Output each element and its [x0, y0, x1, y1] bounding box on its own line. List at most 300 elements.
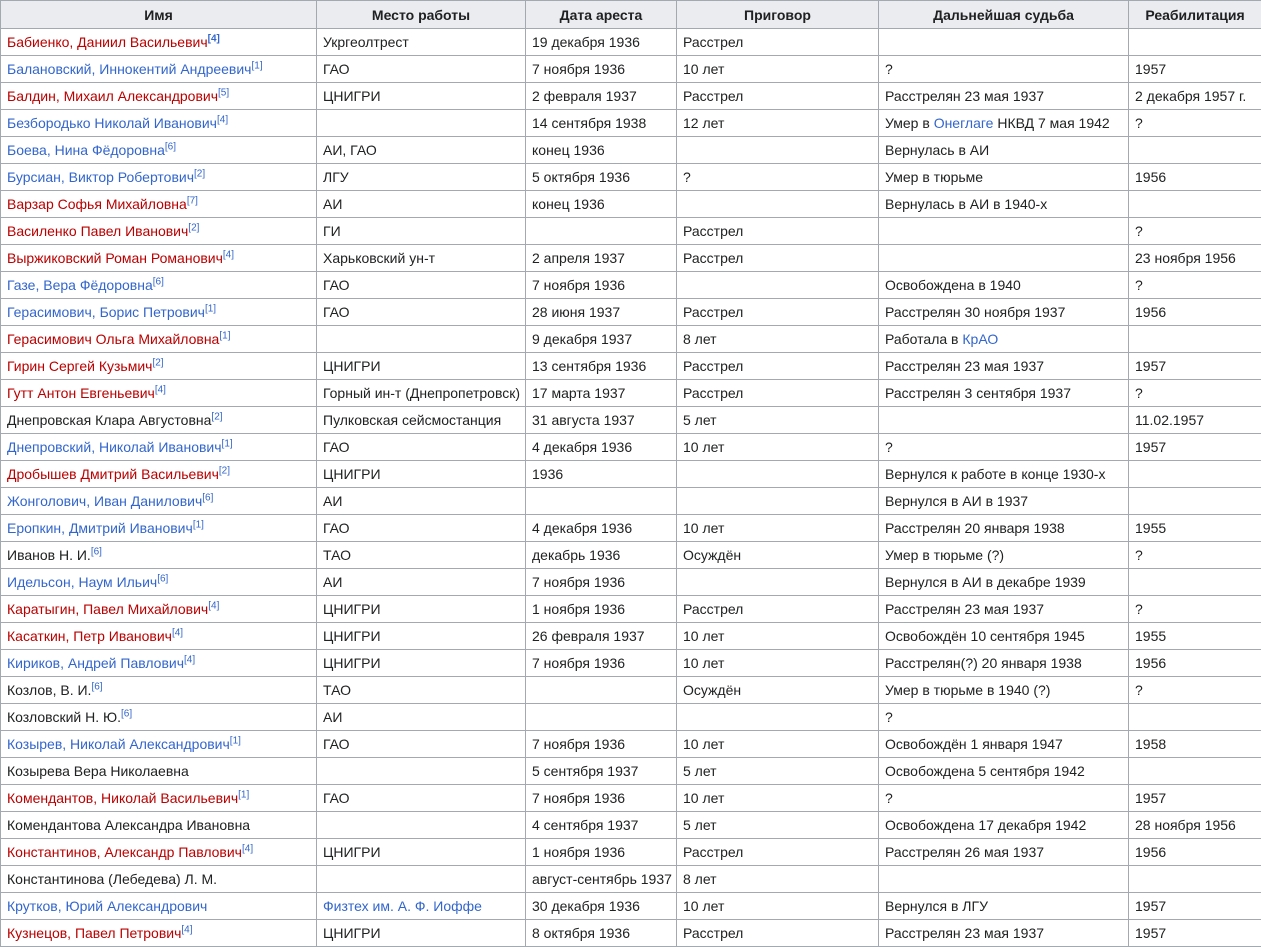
cell-rehabilitation	[1129, 704, 1261, 731]
cell-fate: ?	[879, 56, 1129, 83]
person-name-link[interactable]: Каратыгин, Павел Михайлович	[7, 601, 208, 617]
cell-rehabilitation: 1956	[1129, 650, 1261, 677]
table-row	[1, 299, 1261, 326]
cell-workplace	[317, 866, 526, 893]
person-name-link[interactable]: Герасимович, Борис Петрович	[7, 304, 205, 320]
cell-workplace: АИ	[317, 488, 526, 515]
cell-fate: ?	[879, 785, 1129, 812]
reference-link[interactable]: [6]	[91, 681, 102, 692]
column-header-rehabilitation[interactable]: Реабилитация	[1129, 1, 1261, 29]
cell-sentence	[677, 272, 879, 299]
cell-arrest-date: 9 декабря 1937	[526, 326, 677, 353]
table-row	[1, 542, 1261, 569]
cell-rehabilitation: ?	[1129, 218, 1261, 245]
cell-name	[1, 299, 317, 326]
cell-name	[1, 407, 317, 434]
cell-workplace	[317, 893, 526, 920]
table-row	[1, 515, 1261, 542]
reference-link[interactable]: [4]	[208, 600, 219, 611]
cell-workplace	[317, 110, 526, 137]
cell-arrest-date: 17 марта 1937	[526, 380, 677, 407]
cell-rehabilitation: ?	[1129, 272, 1261, 299]
cell-fate: Расстрелян 20 января 1938	[879, 515, 1129, 542]
cell-rehabilitation: 1955	[1129, 623, 1261, 650]
cell-fate: Расстрелян 3 сентября 1937	[879, 380, 1129, 407]
cell-rehabilitation: 1957	[1129, 893, 1261, 920]
cell-fate: Вернулась в АИ в 1940-х	[879, 191, 1129, 218]
cell-arrest-date	[526, 677, 677, 704]
cell-arrest-date: 5 октября 1936	[526, 164, 677, 191]
cell-rehabilitation	[1129, 758, 1261, 785]
table-row	[1, 434, 1261, 461]
cell-sentence: Расстрел	[677, 839, 879, 866]
person-name-link[interactable]: Василенко Павел Иванович	[7, 223, 188, 239]
reference-link[interactable]: [4]	[181, 924, 192, 935]
reference-link[interactable]: [4]	[208, 33, 220, 44]
cell-sentence: 10 лет	[677, 893, 879, 920]
person-name-link[interactable]: Безбородько Николай Иванович	[7, 115, 217, 131]
cell-arrest-date: 7 ноября 1936	[526, 569, 677, 596]
cell-rehabilitation: ?	[1129, 677, 1261, 704]
person-name-link[interactable]: Балдин, Михаил Александрович	[7, 88, 218, 104]
table-row	[1, 893, 1261, 920]
cell-workplace: ЦНИГРИ	[317, 839, 526, 866]
table-row	[1, 731, 1261, 758]
cell-sentence	[677, 191, 879, 218]
table-row	[1, 380, 1261, 407]
cell-fate: Вернулся к работе в конце 1930-х	[879, 461, 1129, 488]
reference-link[interactable]: [1]	[222, 438, 233, 449]
cell-name	[1, 812, 317, 839]
cell-arrest-date: конец 1936	[526, 137, 677, 164]
cell-arrest-date: 8 октября 1936	[526, 920, 677, 947]
cell-workplace: ЦНИГРИ	[317, 650, 526, 677]
cell-arrest-date: 7 ноября 1936	[526, 785, 677, 812]
cell-name	[1, 542, 317, 569]
fate-text-after: НКВД 7 мая 1942	[993, 115, 1109, 131]
cell-rehabilitation: 1957	[1129, 56, 1261, 83]
cell-arrest-date: конец 1936	[526, 191, 677, 218]
reference-link[interactable]: [6]	[202, 492, 213, 503]
cell-workplace: ЦНИГРИ	[317, 596, 526, 623]
cell-sentence: Расстрел	[677, 596, 879, 623]
fate-link[interactable]: Онеглаге	[934, 115, 994, 131]
cell-rehabilitation: 2 декабря 1957 г.	[1129, 83, 1261, 110]
cell-workplace: АИ	[317, 191, 526, 218]
cell-name	[1, 569, 317, 596]
cell-rehabilitation	[1129, 191, 1261, 218]
cell-workplace: АИ, ГАО	[317, 137, 526, 164]
cell-sentence: 10 лет	[677, 731, 879, 758]
cell-name	[1, 245, 317, 272]
cell-arrest-date: 30 декабря 1936	[526, 893, 677, 920]
cell-fate: Расстрелян 26 мая 1937	[879, 839, 1129, 866]
cell-workplace: АИ	[317, 704, 526, 731]
cell-name	[1, 920, 317, 947]
cell-workplace: ЦНИГРИ	[317, 83, 526, 110]
cell-workplace: ЦНИГРИ	[317, 623, 526, 650]
reference-link[interactable]: [1]	[205, 303, 216, 314]
cell-fate: ?	[879, 704, 1129, 731]
cell-workplace: ГИ	[317, 218, 526, 245]
cell-fate: Освобождена в 1940	[879, 272, 1129, 299]
table-row	[1, 56, 1261, 83]
reference-link[interactable]: [1]	[230, 735, 241, 746]
cell-sentence: 10 лет	[677, 56, 879, 83]
cell-rehabilitation	[1129, 866, 1261, 893]
cell-rehabilitation: ?	[1129, 542, 1261, 569]
cell-name	[1, 623, 317, 650]
cell-arrest-date: 2 апреля 1937	[526, 245, 677, 272]
table-row	[1, 191, 1261, 218]
cell-arrest-date: 31 августа 1937	[526, 407, 677, 434]
table-row	[1, 650, 1261, 677]
cell-arrest-date: 1 ноября 1936	[526, 839, 677, 866]
cell-name	[1, 434, 317, 461]
cell-fate: Умер в тюрьме (?)	[879, 542, 1129, 569]
table-row	[1, 83, 1261, 110]
cell-sentence: 12 лет	[677, 110, 879, 137]
cell-fate: Умер в тюрьме	[879, 164, 1129, 191]
reference-link[interactable]: [4]	[223, 249, 234, 260]
cell-sentence: 10 лет	[677, 785, 879, 812]
person-name-link[interactable]: Еропкин, Дмитрий Иванович	[7, 520, 193, 536]
column-header-workplace[interactable]: Место работы	[317, 1, 526, 29]
cell-name	[1, 29, 317, 56]
cell-name	[1, 218, 317, 245]
table-row	[1, 110, 1261, 137]
cell-sentence: 10 лет	[677, 515, 879, 542]
fate-link[interactable]: КрАО	[962, 331, 998, 347]
cell-fate: Вернулась в АИ	[879, 137, 1129, 164]
cell-fate	[879, 866, 1129, 893]
person-name-link[interactable]: Выржиковский Роман Романович	[7, 250, 223, 266]
table-row	[1, 623, 1261, 650]
cell-name	[1, 596, 317, 623]
table-row	[1, 461, 1261, 488]
fate-text: Умер в	[885, 115, 934, 131]
reference-link[interactable]: [4]	[184, 654, 195, 665]
cell-fate: Расстрелян 23 мая 1937	[879, 596, 1129, 623]
cell-arrest-date: 4 декабря 1936	[526, 515, 677, 542]
cell-fate: Расстрелян 23 мая 1937	[879, 353, 1129, 380]
person-name-link[interactable]: Жонголович, Иван Данилович	[7, 493, 202, 509]
reference-link[interactable]: [2]	[219, 465, 230, 476]
cell-fate: Вернулся в ЛГУ	[879, 893, 1129, 920]
cell-sentence: Расстрел	[677, 353, 879, 380]
column-header-arrest-date[interactable]: Дата ареста	[526, 1, 677, 29]
reference-link[interactable]: [6]	[165, 141, 176, 152]
person-name-link[interactable]: Газе, Вера Фёдоровна	[7, 277, 153, 293]
cell-name	[1, 326, 317, 353]
person-name: Козловский Н. Ю.	[7, 709, 121, 725]
cell-arrest-date: 26 февраля 1937	[526, 623, 677, 650]
cell-rehabilitation: ?	[1129, 380, 1261, 407]
cell-fate	[879, 110, 1129, 137]
cell-fate: ?	[879, 434, 1129, 461]
person-name-link[interactable]: Комендантов, Николай Васильевич	[7, 790, 238, 806]
cell-workplace: ГАО	[317, 434, 526, 461]
cell-sentence: 10 лет	[677, 623, 879, 650]
person-name-link[interactable]: Днепровский, Николай Иванович	[7, 439, 222, 455]
cell-workplace	[317, 812, 526, 839]
table-row	[1, 218, 1261, 245]
cell-name	[1, 191, 317, 218]
table-row	[1, 785, 1261, 812]
reference-link[interactable]: [1]	[238, 789, 249, 800]
person-name-link[interactable]: Бабиенко, Даниил Васильевич	[7, 34, 208, 50]
cell-name	[1, 353, 317, 380]
cell-name	[1, 137, 317, 164]
cell-name	[1, 704, 317, 731]
person-name-link[interactable]: Касаткин, Петр Иванович	[7, 628, 172, 644]
cell-workplace	[317, 326, 526, 353]
person-name: Иванов Н. И.	[7, 547, 91, 563]
cell-rehabilitation: 1957	[1129, 785, 1261, 812]
cell-workplace: ЛГУ	[317, 164, 526, 191]
cell-fate: Расстрелян 23 мая 1937	[879, 83, 1129, 110]
reference-link[interactable]: [7]	[187, 195, 198, 206]
reference-link[interactable]: [4]	[242, 843, 253, 854]
cell-fate	[879, 245, 1129, 272]
cell-rehabilitation: 28 ноября 1956	[1129, 812, 1261, 839]
cell-workplace: ГАО	[317, 56, 526, 83]
cell-sentence: Расстрел	[677, 299, 879, 326]
cell-rehabilitation: 1957	[1129, 920, 1261, 947]
cell-arrest-date: 1 ноября 1936	[526, 596, 677, 623]
cell-workplace: ГАО	[317, 785, 526, 812]
reference-link[interactable]: [2]	[211, 411, 222, 422]
table-row	[1, 758, 1261, 785]
reference-link[interactable]: [6]	[153, 276, 164, 287]
table-row	[1, 920, 1261, 947]
cell-name	[1, 488, 317, 515]
cell-sentence: Осуждён	[677, 677, 879, 704]
cell-sentence: Расстрел	[677, 218, 879, 245]
cell-arrest-date: 5 сентября 1937	[526, 758, 677, 785]
cell-arrest-date: 4 декабря 1936	[526, 434, 677, 461]
cell-rehabilitation	[1129, 137, 1261, 164]
person-name-link[interactable]: Варзар Софья Михайловна	[7, 196, 187, 212]
cell-fate: Вернулся в АИ в 1937	[879, 488, 1129, 515]
table-row	[1, 704, 1261, 731]
cell-workplace: ЦНИГРИ	[317, 353, 526, 380]
cell-arrest-date: 7 ноября 1936	[526, 56, 677, 83]
cell-workplace: АИ	[317, 569, 526, 596]
cell-arrest-date: 13 сентября 1936	[526, 353, 677, 380]
cell-sentence	[677, 488, 879, 515]
person-name-link[interactable]: Бурсиан, Виктор Робертович	[7, 169, 194, 185]
cell-rehabilitation: 1956	[1129, 299, 1261, 326]
table-row	[1, 839, 1261, 866]
cell-sentence	[677, 569, 879, 596]
person-name: Козырева Вера Николаевна	[7, 763, 189, 779]
cell-workplace: Горный ин-т (Днепропетровск)	[317, 380, 526, 407]
cell-fate	[879, 326, 1129, 353]
cell-workplace: ГАО	[317, 299, 526, 326]
table-row	[1, 569, 1261, 596]
cell-arrest-date: декабрь 1936	[526, 542, 677, 569]
cell-rehabilitation	[1129, 326, 1261, 353]
cell-rehabilitation: 1957	[1129, 434, 1261, 461]
table-row	[1, 137, 1261, 164]
cell-fate	[879, 29, 1129, 56]
reference-link[interactable]: [1]	[251, 60, 262, 71]
reference-link[interactable]: [2]	[152, 357, 163, 368]
cell-sentence: Осуждён	[677, 542, 879, 569]
table-row	[1, 326, 1261, 353]
cell-arrest-date	[526, 704, 677, 731]
person-name: Днепровская Клара Августовна	[7, 412, 211, 428]
table-row	[1, 353, 1261, 380]
cell-workplace: ГАО	[317, 731, 526, 758]
column-header-sentence[interactable]: Приговор	[677, 1, 879, 29]
person-name: Константинова (Лебедева) Л. М.	[7, 871, 217, 887]
cell-name	[1, 785, 317, 812]
table-row	[1, 164, 1261, 191]
cell-name	[1, 380, 317, 407]
cell-workplace: ТАО	[317, 677, 526, 704]
cell-fate: Освобождена 17 декабря 1942	[879, 812, 1129, 839]
cell-name	[1, 461, 317, 488]
workplace-link[interactable]: Физтех им. А. Ф. Иоффе	[323, 898, 482, 914]
cell-workplace: Харьковский ун-т	[317, 245, 526, 272]
cell-rehabilitation: 1958	[1129, 731, 1261, 758]
person-name-link[interactable]: Крутков, Юрий Александрович	[7, 898, 207, 914]
table-row	[1, 596, 1261, 623]
reference-link[interactable]: [4]	[155, 384, 166, 395]
table-row	[1, 677, 1261, 704]
reference-link[interactable]: [2]	[194, 168, 205, 179]
cell-arrest-date: 14 сентября 1938	[526, 110, 677, 137]
reference-link[interactable]: [4]	[172, 627, 183, 638]
reference-link[interactable]: [6]	[157, 573, 168, 584]
cell-name	[1, 164, 317, 191]
person-name-link[interactable]: Боева, Нина Фёдоровна	[7, 142, 165, 158]
cell-sentence: 8 лет	[677, 326, 879, 353]
cell-sentence: 10 лет	[677, 434, 879, 461]
cell-fate: Освобождён 1 января 1947	[879, 731, 1129, 758]
cell-workplace: ЦНИГРИ	[317, 461, 526, 488]
reference-link[interactable]: [5]	[218, 87, 229, 98]
cell-name	[1, 866, 317, 893]
column-header-name[interactable]: Имя	[1, 1, 317, 29]
cell-sentence: 5 лет	[677, 407, 879, 434]
cell-fate: Вернулся в АИ в декабре 1939	[879, 569, 1129, 596]
cell-arrest-date	[526, 218, 677, 245]
cell-name	[1, 515, 317, 542]
cell-rehabilitation: ?	[1129, 596, 1261, 623]
cell-workplace: ГАО	[317, 272, 526, 299]
cell-fate: Освобождён 10 сентября 1945	[879, 623, 1129, 650]
cell-rehabilitation: 1957	[1129, 353, 1261, 380]
column-header-fate[interactable]: Дальнейшая судьба	[879, 1, 1129, 29]
reference-link[interactable]: [2]	[188, 222, 199, 233]
cell-fate: Расстрелян(?) 20 января 1938	[879, 650, 1129, 677]
table-row	[1, 407, 1261, 434]
cell-arrest-date: 2 февраля 1937	[526, 83, 677, 110]
reference-link[interactable]: [1]	[193, 519, 204, 530]
person-name-link[interactable]: Константинов, Александр Павлович	[7, 844, 242, 860]
cell-rehabilitation: 1955	[1129, 515, 1261, 542]
person-name-link[interactable]: Кузнецов, Павел Петрович	[7, 925, 181, 941]
cell-arrest-date: 4 сентября 1937	[526, 812, 677, 839]
cell-sentence: Расстрел	[677, 245, 879, 272]
cell-rehabilitation: ?	[1129, 110, 1261, 137]
cell-name	[1, 677, 317, 704]
cell-workplace: Укргеолтрест	[317, 29, 526, 56]
cell-sentence: Расстрел	[677, 380, 879, 407]
table-row	[1, 812, 1261, 839]
cell-sentence: Расстрел	[677, 920, 879, 947]
person-name-link[interactable]: Козырев, Николай Александрович	[7, 736, 230, 752]
cell-arrest-date: 7 ноября 1936	[526, 650, 677, 677]
cell-arrest-date: 28 июня 1937	[526, 299, 677, 326]
person-name-link[interactable]: Дробышев Дмитрий Васильевич	[7, 466, 219, 482]
cell-name	[1, 758, 317, 785]
cell-rehabilitation	[1129, 569, 1261, 596]
reference-link[interactable]: [1]	[219, 330, 230, 341]
cell-sentence: 8 лет	[677, 866, 879, 893]
cell-sentence	[677, 461, 879, 488]
cell-arrest-date: август-сентябрь 1937	[526, 866, 677, 893]
cell-sentence: 5 лет	[677, 758, 879, 785]
reference-link[interactable]: [4]	[217, 114, 228, 125]
cell-sentence: ?	[677, 164, 879, 191]
cell-workplace: ЦНИГРИ	[317, 920, 526, 947]
cell-name	[1, 56, 317, 83]
fate-text: Работала в	[885, 331, 962, 347]
cell-workplace: ТАО	[317, 542, 526, 569]
table-row	[1, 866, 1261, 893]
cell-workplace: Пулковская сейсмостанция	[317, 407, 526, 434]
cell-fate	[879, 218, 1129, 245]
reference-link[interactable]: [6]	[121, 708, 132, 719]
cell-arrest-date: 7 ноября 1936	[526, 272, 677, 299]
cell-name	[1, 272, 317, 299]
cell-arrest-date: 7 ноября 1936	[526, 731, 677, 758]
table-row	[1, 245, 1261, 272]
cell-rehabilitation: 23 ноября 1956	[1129, 245, 1261, 272]
table-row	[1, 29, 1261, 56]
cell-rehabilitation: 11.02.1957	[1129, 407, 1261, 434]
cell-rehabilitation: 1956	[1129, 164, 1261, 191]
cell-sentence	[677, 137, 879, 164]
cell-arrest-date: 1936	[526, 461, 677, 488]
cell-fate: Расстрелян 23 мая 1937	[879, 920, 1129, 947]
cell-sentence: 10 лет	[677, 650, 879, 677]
reference-link[interactable]: [6]	[91, 546, 102, 557]
cell-name	[1, 650, 317, 677]
cell-sentence: Расстрел	[677, 83, 879, 110]
cell-name	[1, 110, 317, 137]
person-name-link[interactable]: Гутт Антон Евгеньевич	[7, 385, 155, 401]
person-name-link[interactable]: Кириков, Андрей Павлович	[7, 655, 184, 671]
table-body	[1, 29, 1261, 947]
person-name-link[interactable]: Балановский, Иннокентий Андреевич	[7, 61, 251, 77]
cell-fate	[879, 407, 1129, 434]
cell-arrest-date	[526, 488, 677, 515]
person-name-link[interactable]: Гирин Сергей Кузьмич	[7, 358, 152, 374]
table-row	[1, 272, 1261, 299]
cell-sentence: Расстрел	[677, 29, 879, 56]
table-header-row	[1, 1, 1261, 29]
person-name-link[interactable]: Идельсон, Наум Ильич	[7, 574, 157, 590]
cell-rehabilitation	[1129, 461, 1261, 488]
person-name-link[interactable]: Герасимович Ольга Михайловна	[7, 331, 219, 347]
cell-name	[1, 731, 317, 758]
cell-workplace: ГАО	[317, 515, 526, 542]
